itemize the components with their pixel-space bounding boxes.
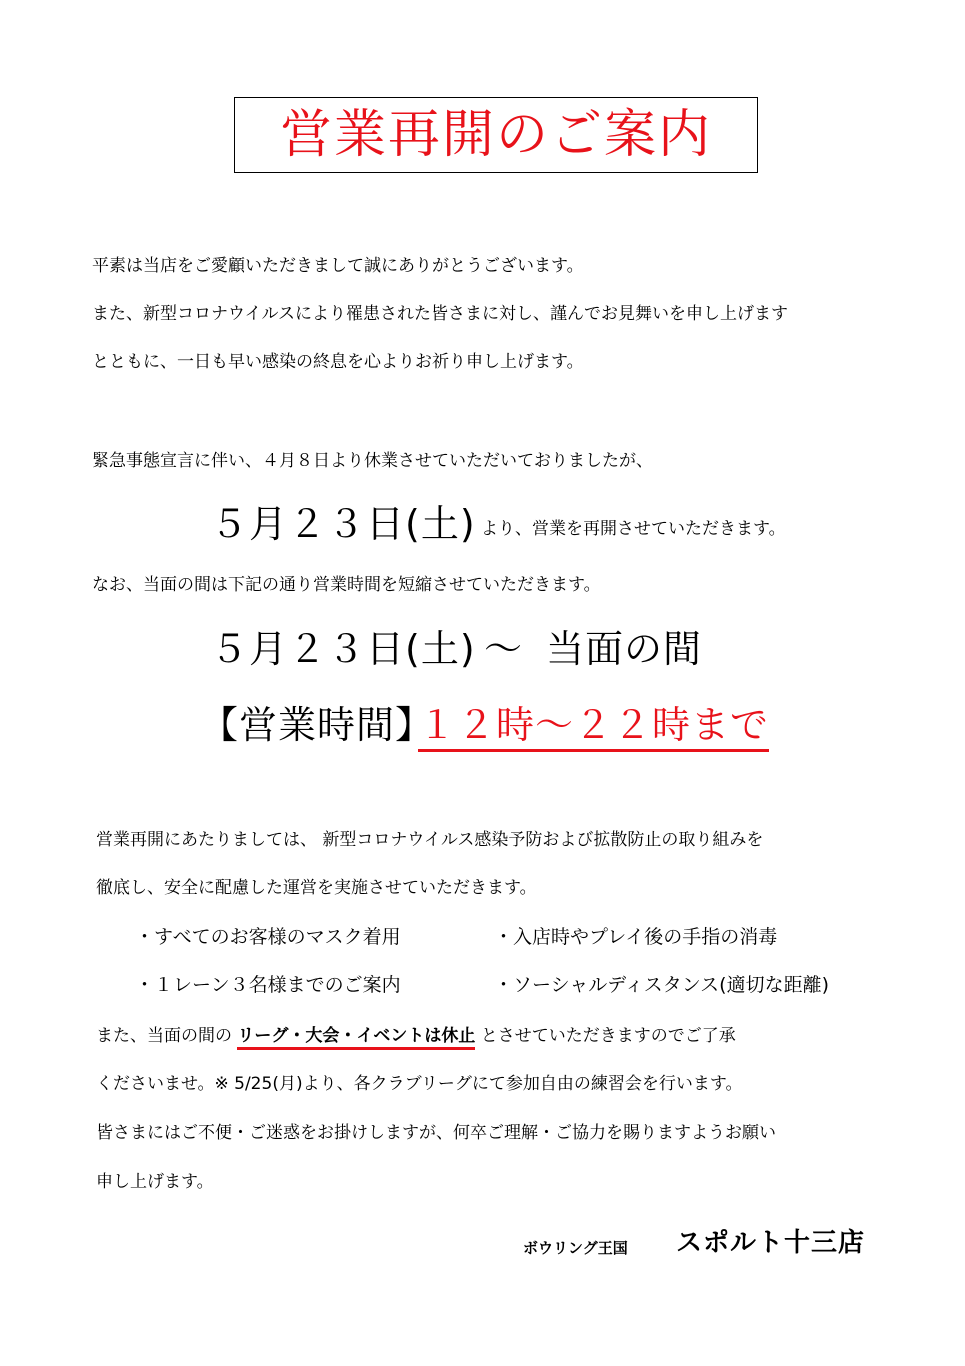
period-tilde: 〜 xyxy=(484,627,524,671)
league-highlight: リーグ・大会・イベントは休止 xyxy=(237,1026,475,1050)
league-line-3: 皆さまにはご不便・ご迷惑をお掛けしますが、何卒ご理解・ご協力を賜りますようお願い xyxy=(96,1123,776,1143)
bullet-mask: ・すべてのお客様のマスク着用 xyxy=(135,926,401,948)
hours-value: １２時〜２２時まで xyxy=(418,702,769,752)
bullet-lane-limit: ・１レーン３名様までのご案内 xyxy=(135,974,401,996)
bullet-distance: ・ソーシャルディスタンス(適切な距離) xyxy=(494,974,829,996)
league-line-4: 申し上げます。 xyxy=(96,1172,214,1192)
league-prefix: また、当面の間の xyxy=(96,1026,238,1046)
period-start: ５月２３日(土) xyxy=(210,627,476,671)
closure-notice: 緊急事態宣言に伴い、４月８日より休業させていただいておりましたが、 xyxy=(92,451,653,471)
period-end: 当面の間 xyxy=(546,627,703,671)
shortened-notice: なお、当面の間は下記の通り営業時間を短縮させていただきます。 xyxy=(92,575,601,595)
league-line-1 xyxy=(96,1024,736,1048)
signature-brand: ボウリング王国 xyxy=(523,1239,628,1257)
league-suffix: とさせていただきますのでご了承 xyxy=(475,1026,736,1046)
title-box xyxy=(234,97,758,173)
signature-store: スポルト十三店 xyxy=(676,1228,866,1258)
bullet-disinfect: ・入店時やプレイ後の手指の消毒 xyxy=(494,926,778,948)
reopen-date: ５月２３日(土) xyxy=(210,502,476,546)
league-line-2: くださいませ。※ 5/25(月)より、各クラブリーグにて参加自由の練習会を行います。 xyxy=(96,1074,743,1094)
measures-line-1: 営業再開にあたりましては、 新型コロナウイルス感染予防および拡散防止の取り組みを xyxy=(96,830,764,850)
greeting-line-2: また、新型コロナウイルスにより罹患された皆さまに対し、謹んでお見舞いを申し上げます xyxy=(92,304,788,324)
reopen-text: より、営業を再開させていただきます。 xyxy=(481,519,786,539)
greeting-line-1: 平素は当店をご愛顧いただきまして誠にありがとうございます。 xyxy=(92,256,584,276)
measures-line-2: 徹底し、安全に配慮した運営を実施させていただきます。 xyxy=(96,878,537,898)
page-title: 営業再開のご案内 xyxy=(279,105,712,165)
greeting-line-3: とともに、一日も早い感染の終息を心よりお祈り申し上げます。 xyxy=(92,352,584,372)
hours-label: 【営業時間】 xyxy=(200,703,435,747)
